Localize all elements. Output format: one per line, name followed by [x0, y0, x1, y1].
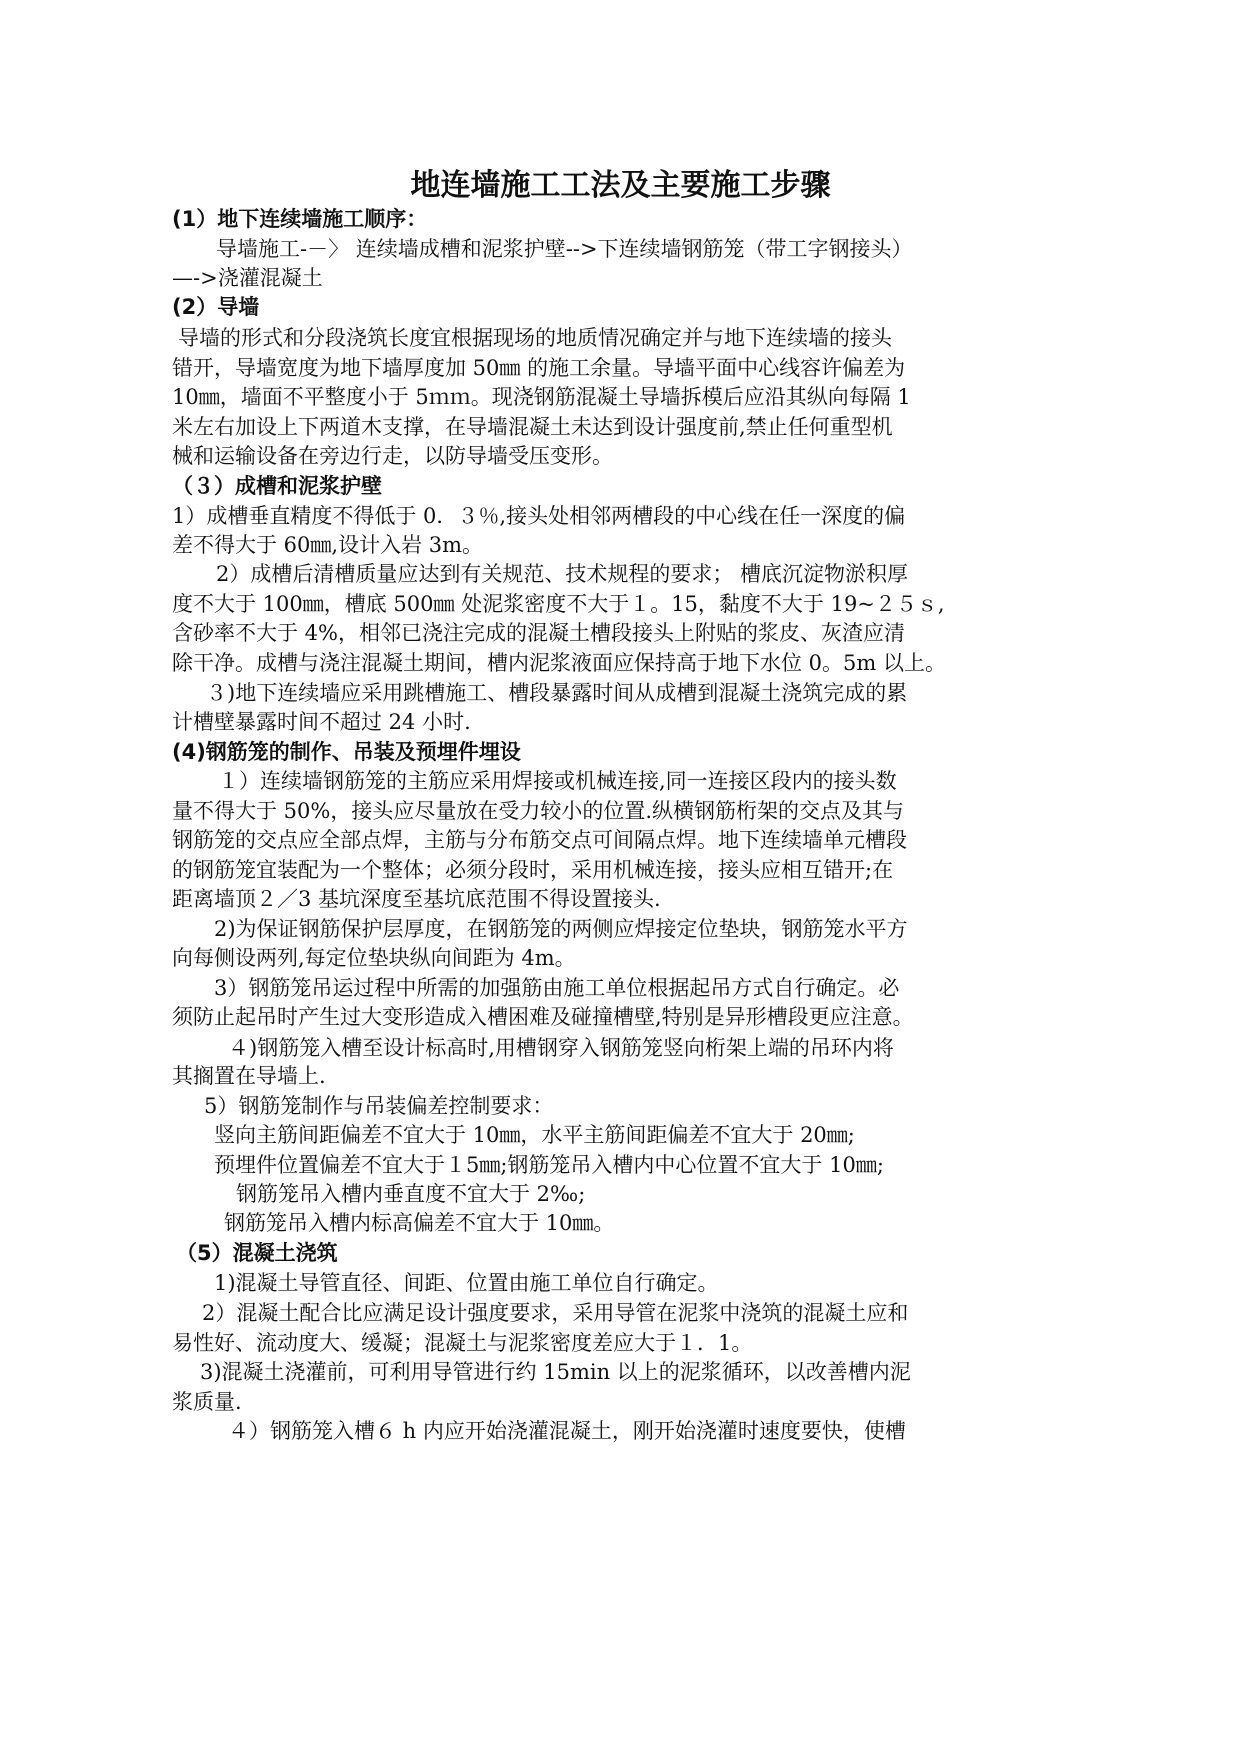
- paragraph-line: 1）成槽垂直精度不得低于 0．３％,接头处相邻两槽段的中心线在任一深度的偏: [172, 504, 906, 528]
- paragraph-line: １）连续墙钢筋笼的主筋应采用焊接或机械连接,同一连接区段内的接头数: [218, 769, 897, 793]
- paragraph-line: 2）成槽后清槽质量应达到有关规范、技术规程的要求； 槽底沉淀物淤积厚: [216, 562, 909, 586]
- paragraph-line: 2)为保证钢筋保护层厚度，在钢筋笼的两侧应焊接定位垫块，钢筋笼水平方: [214, 917, 908, 941]
- paragraph-line: ４)钢筋笼入槽至设计标高时,用槽钢穿入钢筋笼竖向桁架上端的吊环内将: [228, 1036, 894, 1060]
- paragraph-line: 易性好、流动度大、缓凝；混凝土与泥浆密度差应大于１．1。: [172, 1331, 753, 1355]
- paragraph-line: 含砂率不大于 4%，相邻已浇注完成的混凝土槽段接头上附贴的浆皮、灰渣应清: [172, 621, 905, 645]
- paragraph-line: 3）钢筋笼吊运过程中所需的加强筋由施工单位根据起吊方式自行确定。必: [214, 976, 900, 1000]
- paragraph-line: 钢筋笼吊入槽内标高偏差不宜大于 10㎜。: [224, 1211, 615, 1235]
- paragraph-line: 竖向主筋间距偏差不宜大于 10㎜，水平主筋间距偏差不宜大于 20㎜;: [214, 1123, 855, 1147]
- paragraph-line: 度不大于 100㎜，槽底 500㎜ 处泥浆密度不大于１。15，黏度不大于 19~２５ｓ,: [172, 592, 945, 616]
- paragraph-line: 浆质量.: [172, 1390, 242, 1414]
- section-heading: (1）地下连续墙施工顺序：: [172, 207, 428, 231]
- paragraph-line: 1)混凝土导管直径、间距、位置由施工单位自行确定。: [214, 1271, 719, 1295]
- paragraph-line: 预埋件位置偏差不宜大于１5㎜;钢筋笼吊入槽内中心位置不宜大于 10㎜;: [214, 1153, 884, 1177]
- paragraph-line: 导墙施工-－〉 连续墙成槽和泥浆护壁-->下连续墙钢筋笼（带工字钢接头）: [216, 237, 913, 261]
- paragraph-line: 5）钢筋笼制作与吊装偏差控制要求：: [204, 1094, 554, 1118]
- paragraph-line: 量不得大于 50%，接头应尽量放在受力较小的位置.纵横钢筋桁架的交点及其与: [172, 799, 905, 823]
- paragraph-line: —->浇灌混凝土: [172, 266, 323, 290]
- paragraph-line: 其搁置在导墙上.: [172, 1064, 326, 1088]
- paragraph-line: 钢筋笼吊入槽内垂直度不宜大于 2‰;: [236, 1182, 586, 1206]
- paragraph-line: 米左右加设上下两道木支撑，在导墙混凝土未达到设计强度前,禁止任何重型机: [172, 415, 893, 439]
- section-heading: (2）导墙: [172, 295, 260, 319]
- paragraph-line: 钢筋笼的交点应全部点焊，主筋与分布筋交点可间隔点焊。地下连续墙单元槽段: [172, 828, 907, 852]
- paragraph-line: 3)混凝土浇灌前，可利用导管进行约 15min 以上的泥浆循环，以改善槽内泥: [200, 1360, 911, 1384]
- paragraph-line: 10㎜，墙面不平整度小于 5ｍｍ。现浇钢筋混凝土导墙拆模后应沿其纵向每隔 1: [172, 385, 911, 409]
- paragraph-line: 计槽壁暴露时间不超过 24 小时.: [172, 710, 471, 734]
- paragraph-line: 差不得大于 60㎜,设计入岩 3m。: [172, 533, 484, 557]
- paragraph-line: ３)地下连续墙应采用跳槽施工、槽段暴露时间从成槽到混凝土浇筑完成的累: [206, 681, 908, 705]
- paragraph-line: 2）混凝土配合比应满足设计强度要求，采用导管在泥浆中浇筑的混凝土应和: [202, 1301, 909, 1325]
- paragraph-line: ４）钢筋笼入槽６ h 内应开始浇灌混凝土，刚开始浇灌时速度要快，使槽: [228, 1419, 906, 1443]
- paragraph-line: 导墙的形式和分段浇筑长度宜根据现场的地质情况确定并与地下连续墙的接头: [178, 326, 892, 350]
- paragraph-line: 向每侧设两列,每定位垫块纵向间距为 4m。: [172, 946, 576, 970]
- paragraph-line: 距离墙顶２／3 基坑深度至基坑底范围不得设置接头.: [172, 887, 661, 911]
- section-heading: (4)钢筋笼的制作、吊装及预埋件埋设: [172, 740, 521, 764]
- paragraph-line: 错开，导墙宽度为地下墙厚度加 50㎜ 的施工余量。导墙平面中心线容许偏差为: [172, 356, 906, 380]
- section-heading: （5）混凝土浇筑: [176, 1241, 338, 1265]
- paragraph-line: 械和运输设备在旁边行走，以防导墙受压变形。: [172, 444, 613, 468]
- section-heading: （３）成槽和泥浆护壁: [172, 474, 382, 498]
- paragraph-line: 须防止起吊时产生过大变形造成入槽困难及碰撞槽壁,特别是异形槽段更应注意。: [172, 1005, 914, 1029]
- paragraph-line: 除干净。成槽与浇注混凝土期间，槽内泥浆液面应保持高于地下水位 0。5m 以上。: [172, 651, 946, 675]
- document-title: 地连墙施工工法及主要施工步骤: [410, 168, 831, 203]
- paragraph-line: 的钢筋笼宜装配为一个整体；必须分段时，采用机械连接，接头应相互错开;在: [172, 858, 894, 882]
